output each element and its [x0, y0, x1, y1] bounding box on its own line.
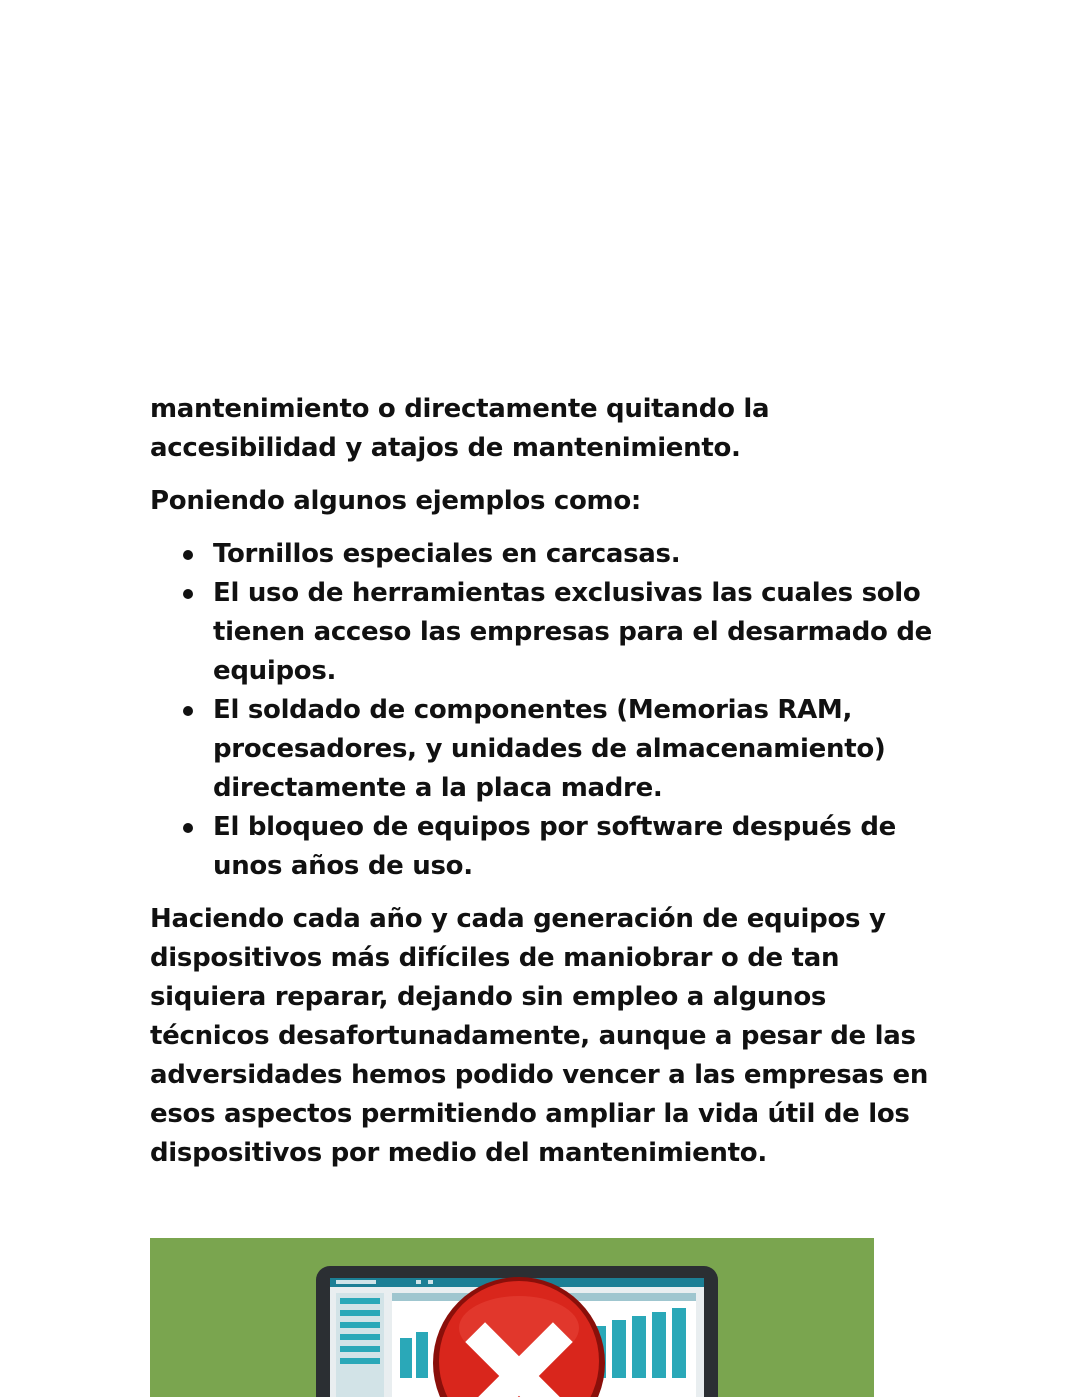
bullet-dot-icon	[183, 823, 193, 833]
list-item	[213, 535, 940, 574]
list-item	[213, 574, 940, 691]
list-item-text: El bloqueo de equipos por software después de unos años de uso.	[213, 812, 896, 881]
page-content	[150, 390, 940, 1173]
examples-list	[150, 535, 940, 886]
bullet-dot-icon	[183, 550, 193, 560]
paragraph-conclusion: Haciendo cada año y cada generación de equipos y dispositivos más difíciles de maniobrar o de tan siquiera reparar, dejando sin empleo a algunos técnicos desafortunadamente, aunque a pesar de las adversidades hemos podido vencer a las empresas en esos aspectos permitiendo ampliar la vida útil de los dispositivos por medio del mantenimiento.	[150, 904, 929, 1168]
list-item	[213, 808, 940, 886]
paragraph-examples-lead: Poniendo algunos ejemplos como:	[150, 486, 641, 516]
bullet-dot-icon	[183, 706, 193, 716]
list-item	[213, 691, 940, 808]
list-item-text: El uso de herramientas exclusivas las cuales solo tienen acceso las empresas para el desarmado de equipos.	[213, 578, 932, 686]
laptop-error-illustration	[150, 1238, 874, 1397]
illustration-svg	[150, 1238, 874, 1397]
list-item-text: Tornillos especiales en carcasas.	[213, 539, 681, 569]
bullet-dot-icon	[183, 589, 193, 599]
list-item-text: El soldado de componentes (Memorias RAM, procesadores, y unidades de almacenamiento) directamente a la placa madre.	[213, 695, 886, 803]
paragraph-intro: mantenimiento o directamente quitando la accesibilidad y atajos de mantenimiento.	[150, 394, 770, 463]
